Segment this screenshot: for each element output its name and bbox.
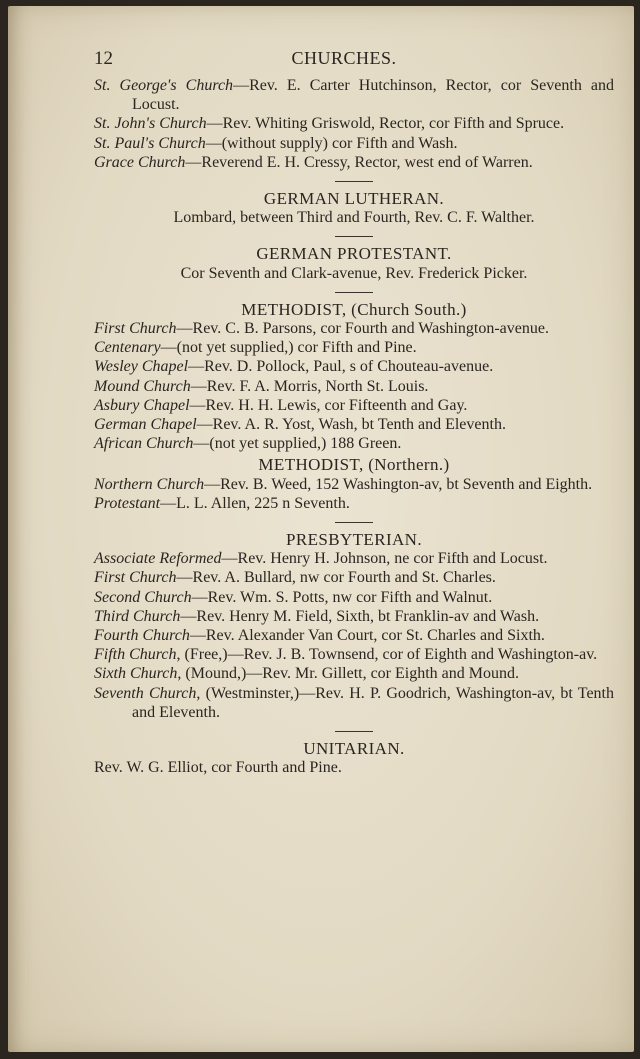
page-number: 12 (94, 48, 113, 69)
german-lutheran-section (94, 189, 614, 227)
presbyterian-section (94, 530, 614, 722)
church-details: —Rev. F. A. Morris, North St. Louis. (190, 377, 429, 395)
church-entry (94, 396, 614, 415)
church-details: , (Mound,)—Rev. Mr. Gillett, cor Eighth and Mound. (177, 665, 519, 683)
church-name: St. Paul's Church (94, 134, 206, 152)
church-details: —Rev. D. Pollock, Paul, s of Chouteau-avenue. (188, 358, 494, 376)
church-details: —L. L. Allen, 225 n Seventh. (160, 494, 350, 512)
church-details: —Rev. Henry M. Field, Sixth, bt Franklin-av and Wash. (180, 607, 540, 625)
section-divider (335, 236, 373, 237)
episcopal-section (94, 76, 614, 172)
section-divider (335, 292, 373, 293)
book-page (8, 6, 634, 1052)
church-details: —Rev. C. B. Parsons, cor Fourth and Washington-avenue. (176, 320, 549, 338)
church-name: St. George's Church (94, 77, 234, 94)
church-details: , (Free,)—Rev. J. B. Townsend, cor of Eighth and Washington-av. (176, 646, 598, 664)
church-entry (94, 588, 614, 607)
church-name: Grace Church (94, 153, 186, 171)
section-divider (335, 181, 373, 182)
church-entry (94, 568, 614, 587)
church-entry (94, 357, 614, 376)
church-entry (94, 684, 614, 722)
church-name: Seventh Church (94, 684, 197, 702)
church-entry (94, 319, 614, 338)
church-details: —(not yet supplied,) cor Fifth and Pine. (160, 339, 417, 357)
running-title: CHURCHES. (291, 48, 397, 68)
church-details: —Reverend E. H. Cressy, Rector, west end of Warren. (185, 153, 533, 171)
church-name: Asbury Chapel (94, 396, 190, 414)
church-name: German Chapel (94, 416, 197, 434)
church-entry (94, 76, 614, 114)
church-details: —Rev. H. H. Lewis, cor Fifteenth and Gay. (189, 396, 468, 414)
church-details: —Rev. Alexander Van Court, cor St. Charles and Sixth. (189, 627, 545, 645)
church-entry (94, 377, 614, 396)
church-entry (94, 134, 614, 153)
section-divider (335, 522, 373, 523)
methodist-south-section (94, 300, 614, 454)
church-entry (94, 153, 614, 172)
church-name: Fourth Church (94, 627, 190, 645)
church-name: Sixth Church (94, 665, 178, 683)
church-name: Second Church (94, 588, 192, 606)
church-name: First Church (94, 569, 177, 587)
church-name: African Church (94, 435, 194, 453)
church-details: —Rev. B. Weed, 152 Washington-av, bt Seventh and Eighth. (204, 475, 593, 493)
page-header (94, 44, 594, 74)
methodist-north-section (94, 455, 614, 513)
church-name: First Church (94, 320, 177, 338)
church-entry (94, 645, 614, 664)
church-name: Third Church (94, 607, 181, 625)
church-entry (94, 607, 614, 626)
church-details: —Rev. Whiting Griswold, Rector, cor Fifth and Spruce. (206, 115, 565, 133)
church-entry (94, 434, 614, 453)
church-details: , (Westminster,)—Rev. H. P. Goodrich, Washington-av, bt Tenth and Eleventh. (132, 684, 615, 721)
page-content (94, 76, 614, 778)
church-name: Associate Reformed (94, 550, 222, 568)
section-heading: METHODIST, (Church South.) (241, 299, 467, 319)
church-details: —Rev. A. R. Yost, Wash, bt Tenth and Eleventh. (196, 416, 506, 434)
church-details: —(not yet supplied,) 188 Green. (193, 435, 402, 453)
section-divider (335, 731, 373, 732)
section-heading: PRESBYTERIAN. (285, 530, 423, 550)
church-details: —Rev. Henry H. Johnson, ne cor Fifth and Locust. (221, 550, 548, 568)
section-text: Rev. W. G. Elliot, cor Fourth and Pine. (94, 759, 342, 777)
church-entry (94, 626, 614, 645)
church-name: Fifth Church (94, 646, 177, 664)
church-name: St. John's Church (94, 115, 207, 133)
church-details: —(without supply) cor Fifth and Wash. (205, 134, 458, 152)
church-entry (94, 114, 614, 133)
church-entry (94, 549, 614, 568)
section-heading: GERMAN LUTHERAN. (263, 189, 445, 209)
church-details: —Rev. Wm. S. Potts, nw cor Fifth and Walnut. (191, 588, 493, 606)
section-heading: UNITARIAN. (303, 739, 405, 759)
church-entry (94, 338, 614, 357)
church-entry (94, 494, 614, 513)
church-name: Northern Church (94, 475, 205, 493)
church-details: —Rev. E. Carter Hutchinson, Rector, cor Seventh and Locust. (132, 77, 615, 114)
church-name: Wesley Chapel (94, 358, 189, 376)
church-entry (94, 664, 614, 683)
church-name: Protestant (94, 494, 161, 512)
church-name: Centenary (94, 339, 161, 357)
church-entry (94, 475, 614, 494)
church-details: —Rev. A. Bullard, nw cor Fourth and St. Charles. (176, 569, 496, 587)
unitarian-section (94, 739, 614, 777)
church-entry (94, 415, 614, 434)
section-text: Cor Seventh and Clark-avenue, Rev. Frederick Picker. (180, 264, 528, 282)
section-heading: METHODIST, (Northern.) (258, 455, 450, 475)
section-heading: GERMAN PROTESTANT. (256, 244, 452, 264)
section-text: Lombard, between Third and Fourth, Rev. C. F. Walther. (173, 209, 535, 227)
german-protestant-section (94, 244, 614, 282)
church-name: Mound Church (94, 377, 191, 395)
